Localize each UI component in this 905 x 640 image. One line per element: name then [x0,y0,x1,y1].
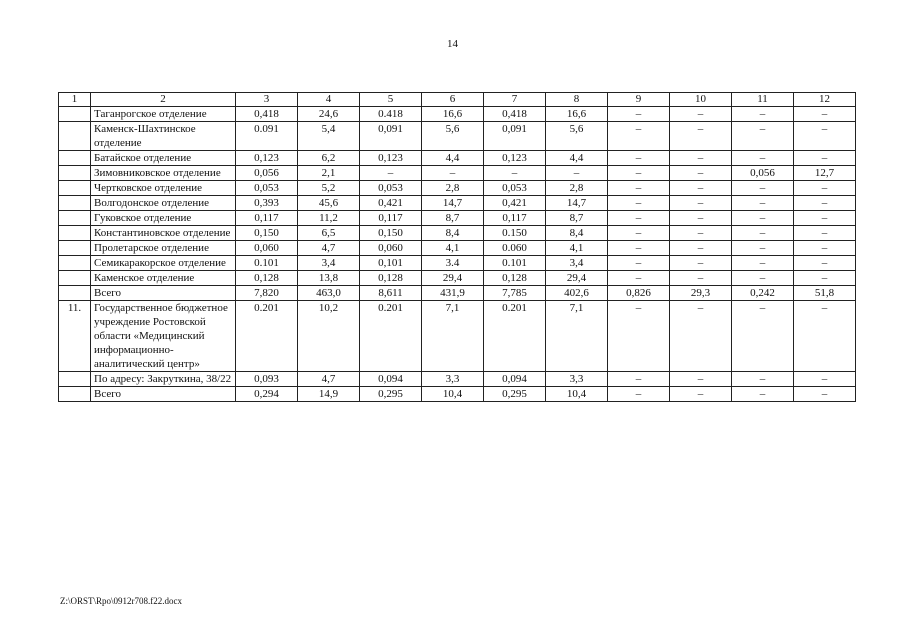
table-cell: 463,0 [298,286,360,301]
table-cell: – [732,211,794,226]
table-row [59,166,856,181]
column-header: 10 [670,93,732,107]
row-number [59,286,91,301]
table-cell: 0,117 [236,211,298,226]
table-cell: – [608,196,670,211]
table-cell: – [608,241,670,256]
table-cell: 8,611 [360,286,422,301]
table-cell: – [670,122,732,151]
table-cell: 7,785 [484,286,546,301]
table-cell: – [794,211,856,226]
table-cell: – [670,387,732,402]
row-number [59,151,91,166]
table-cell: – [670,151,732,166]
table-cell: 0,117 [484,211,546,226]
file-path-footer: Z:\ORST\Rpo\0912r708.f22.docx [60,596,182,606]
row-number [59,107,91,122]
table-cell: – [360,166,422,181]
table-row [59,271,856,286]
table-cell: – [608,151,670,166]
table-cell: 10,4 [422,387,484,402]
row-name: Пролетарское отделение [91,241,236,256]
header-row [59,93,856,107]
row-number [59,387,91,402]
table-cell: 14,7 [422,196,484,211]
table-cell: 8,7 [422,211,484,226]
table-row [59,107,856,122]
table-cell: 0,093 [236,372,298,387]
table-cell: – [670,226,732,241]
row-name: Всего [91,286,236,301]
table-cell: 7,1 [422,301,484,372]
table-cell: 3,4 [546,256,608,271]
table-cell: 0,295 [484,387,546,402]
table-cell: 8,4 [422,226,484,241]
table-cell: 16,6 [546,107,608,122]
table-cell: 3,4 [298,256,360,271]
data-table [58,92,856,402]
table-cell: 0,094 [360,372,422,387]
table-cell: 0,101 [360,256,422,271]
table-row [59,151,856,166]
row-number [59,256,91,271]
table-cell: 0,294 [236,387,298,402]
column-header: 11 [732,93,794,107]
column-header: 8 [546,93,608,107]
table-cell: – [670,107,732,122]
table-cell: – [794,387,856,402]
column-header: 1 [59,93,91,107]
table-cell: 0.201 [360,301,422,372]
row-name: Каменское отделение [91,271,236,286]
table-cell: 0,123 [484,151,546,166]
table-cell: – [608,301,670,372]
table-cell: 0,056 [732,166,794,181]
table-cell: – [794,256,856,271]
row-name: Волгодонское отделение [91,196,236,211]
table-cell: 0,393 [236,196,298,211]
row-name: По адресу: Закруткина, 38/22 [91,372,236,387]
table-row [59,122,856,151]
row-number [59,372,91,387]
table-cell: 4,1 [422,241,484,256]
table-cell: – [670,241,732,256]
table-cell: – [670,256,732,271]
table-cell: 4,1 [546,241,608,256]
page-number: 14 [447,38,458,50]
table-cell: 0,060 [236,241,298,256]
table-cell: – [794,107,856,122]
table-cell: 0,418 [484,107,546,122]
table-cell: 6,2 [298,151,360,166]
row-name: Каменск-Шахтинское отделение [91,122,236,151]
row-number [59,271,91,286]
row-name: Чертковское отделение [91,181,236,196]
table-cell: – [670,372,732,387]
table-cell: – [732,181,794,196]
table-cell: – [732,226,794,241]
table-row [59,181,856,196]
column-header: 3 [236,93,298,107]
table-cell: 0,060 [360,241,422,256]
table-row [59,387,856,402]
table-cell: 402,6 [546,286,608,301]
table-cell: 14,7 [546,196,608,211]
table-cell: 10,4 [546,387,608,402]
table-cell: 3,3 [546,372,608,387]
column-header: 2 [91,93,236,107]
table-cell: 0,053 [236,181,298,196]
table-cell: 0,242 [732,286,794,301]
table-cell: – [732,256,794,271]
table-cell: 29,4 [546,271,608,286]
table-cell: – [794,196,856,211]
table-cell: 4,7 [298,372,360,387]
table-cell: – [794,271,856,286]
table-cell: 5,2 [298,181,360,196]
table-cell: 0.418 [360,107,422,122]
table-cell: – [670,181,732,196]
table-cell: 5,6 [546,122,608,151]
row-number [59,181,91,196]
table-cell: 3.4 [422,256,484,271]
table-cell: 7,1 [546,301,608,372]
table-cell: 0,056 [236,166,298,181]
table-cell: – [608,107,670,122]
table-cell: – [608,271,670,286]
row-name: Всего [91,387,236,402]
table-cell: – [794,122,856,151]
row-number [59,166,91,181]
table-cell: 51,8 [794,286,856,301]
table-cell: – [732,151,794,166]
table-cell: 0,150 [360,226,422,241]
row-number [59,226,91,241]
table-cell: 0,418 [236,107,298,122]
table-cell: – [608,372,670,387]
table-cell: – [732,271,794,286]
table-cell: 8,4 [546,226,608,241]
row-name: Батайское отделение [91,151,236,166]
table-cell: – [608,211,670,226]
table-cell: – [608,226,670,241]
table-cell: – [670,301,732,372]
table-cell: 0,826 [608,286,670,301]
table-cell: 4,7 [298,241,360,256]
table-cell: – [422,166,484,181]
table-cell: – [732,387,794,402]
table-cell: 6,5 [298,226,360,241]
row-number: 11. [59,301,91,372]
table-cell: 0,421 [484,196,546,211]
table-cell: – [608,181,670,196]
table-cell: 4,4 [422,151,484,166]
table-cell: 16,6 [422,107,484,122]
column-header: 12 [794,93,856,107]
table-cell: 0.201 [484,301,546,372]
table-cell: – [794,151,856,166]
table-cell: – [608,256,670,271]
table-cell: – [670,271,732,286]
table-cell: 0.150 [484,226,546,241]
table-cell: 0,094 [484,372,546,387]
table-cell: – [732,241,794,256]
table-cell: 3,3 [422,372,484,387]
table-cell: 0,091 [360,122,422,151]
table-cell: 0,150 [236,226,298,241]
table-cell: 4,4 [546,151,608,166]
table-cell: – [794,372,856,387]
table-cell: 13,8 [298,271,360,286]
table-cell: – [794,241,856,256]
table-cell: – [484,166,546,181]
column-header: 9 [608,93,670,107]
table-cell: 2,8 [546,181,608,196]
table-row [59,286,856,301]
table-cell: 45,6 [298,196,360,211]
table-cell: 0,053 [484,181,546,196]
table-cell: 29,4 [422,271,484,286]
row-name: Зимовниковское отделение [91,166,236,181]
table-cell: – [608,166,670,181]
table-row [59,372,856,387]
table-cell: 0,053 [360,181,422,196]
row-name: Семикаракорское отделение [91,256,236,271]
table-body [59,93,856,402]
table-cell: 0.060 [484,241,546,256]
table-cell: 5,6 [422,122,484,151]
table-cell: 0,128 [236,271,298,286]
column-header: 6 [422,93,484,107]
table-cell: 11,2 [298,211,360,226]
column-header: 5 [360,93,422,107]
table-row [59,226,856,241]
table-cell: – [670,196,732,211]
table-cell: 0,421 [360,196,422,211]
table-cell: 7,820 [236,286,298,301]
row-name: Гуковское отделение [91,211,236,226]
table-cell: – [732,301,794,372]
table-cell: 0,117 [360,211,422,226]
table-row [59,196,856,211]
table-cell: 29,3 [670,286,732,301]
row-name: Константиновское отделение [91,226,236,241]
table-cell: 0,123 [236,151,298,166]
table-cell: 0,128 [484,271,546,286]
table-cell: 0,091 [484,122,546,151]
table-cell: – [670,166,732,181]
table-cell: 431,9 [422,286,484,301]
table-cell: 2,1 [298,166,360,181]
row-name: Таганрогское отделение [91,107,236,122]
table-cell: – [794,181,856,196]
table-cell: 5,4 [298,122,360,151]
column-header: 4 [298,93,360,107]
table-cell: 0.091 [236,122,298,151]
row-number [59,241,91,256]
table-cell: 24,6 [298,107,360,122]
table-cell: – [732,122,794,151]
row-number [59,196,91,211]
table-cell: – [732,107,794,122]
row-number [59,211,91,226]
table-cell: – [608,122,670,151]
table-cell: 0,295 [360,387,422,402]
table-cell: – [608,387,670,402]
table-cell: – [670,211,732,226]
table-cell: – [546,166,608,181]
table-row [59,211,856,226]
table-cell: 0.101 [236,256,298,271]
table-cell: 8,7 [546,211,608,226]
table-cell: 2,8 [422,181,484,196]
table-cell: – [794,301,856,372]
table-cell: – [732,196,794,211]
row-name: Государственное бюджетное учреждение Ростовской области «Медицинский информационно-аналитический центр» [91,301,236,372]
table-cell: 0.101 [484,256,546,271]
table-cell: – [794,226,856,241]
table-cell: – [732,372,794,387]
table-row [59,256,856,271]
table-cell: 12,7 [794,166,856,181]
table-cell: 14,9 [298,387,360,402]
table-cell: 0,123 [360,151,422,166]
table-cell: 0.201 [236,301,298,372]
table-row [59,301,856,372]
column-header: 7 [484,93,546,107]
table-cell: 10,2 [298,301,360,372]
row-number [59,122,91,151]
table-row [59,241,856,256]
table-cell: 0,128 [360,271,422,286]
